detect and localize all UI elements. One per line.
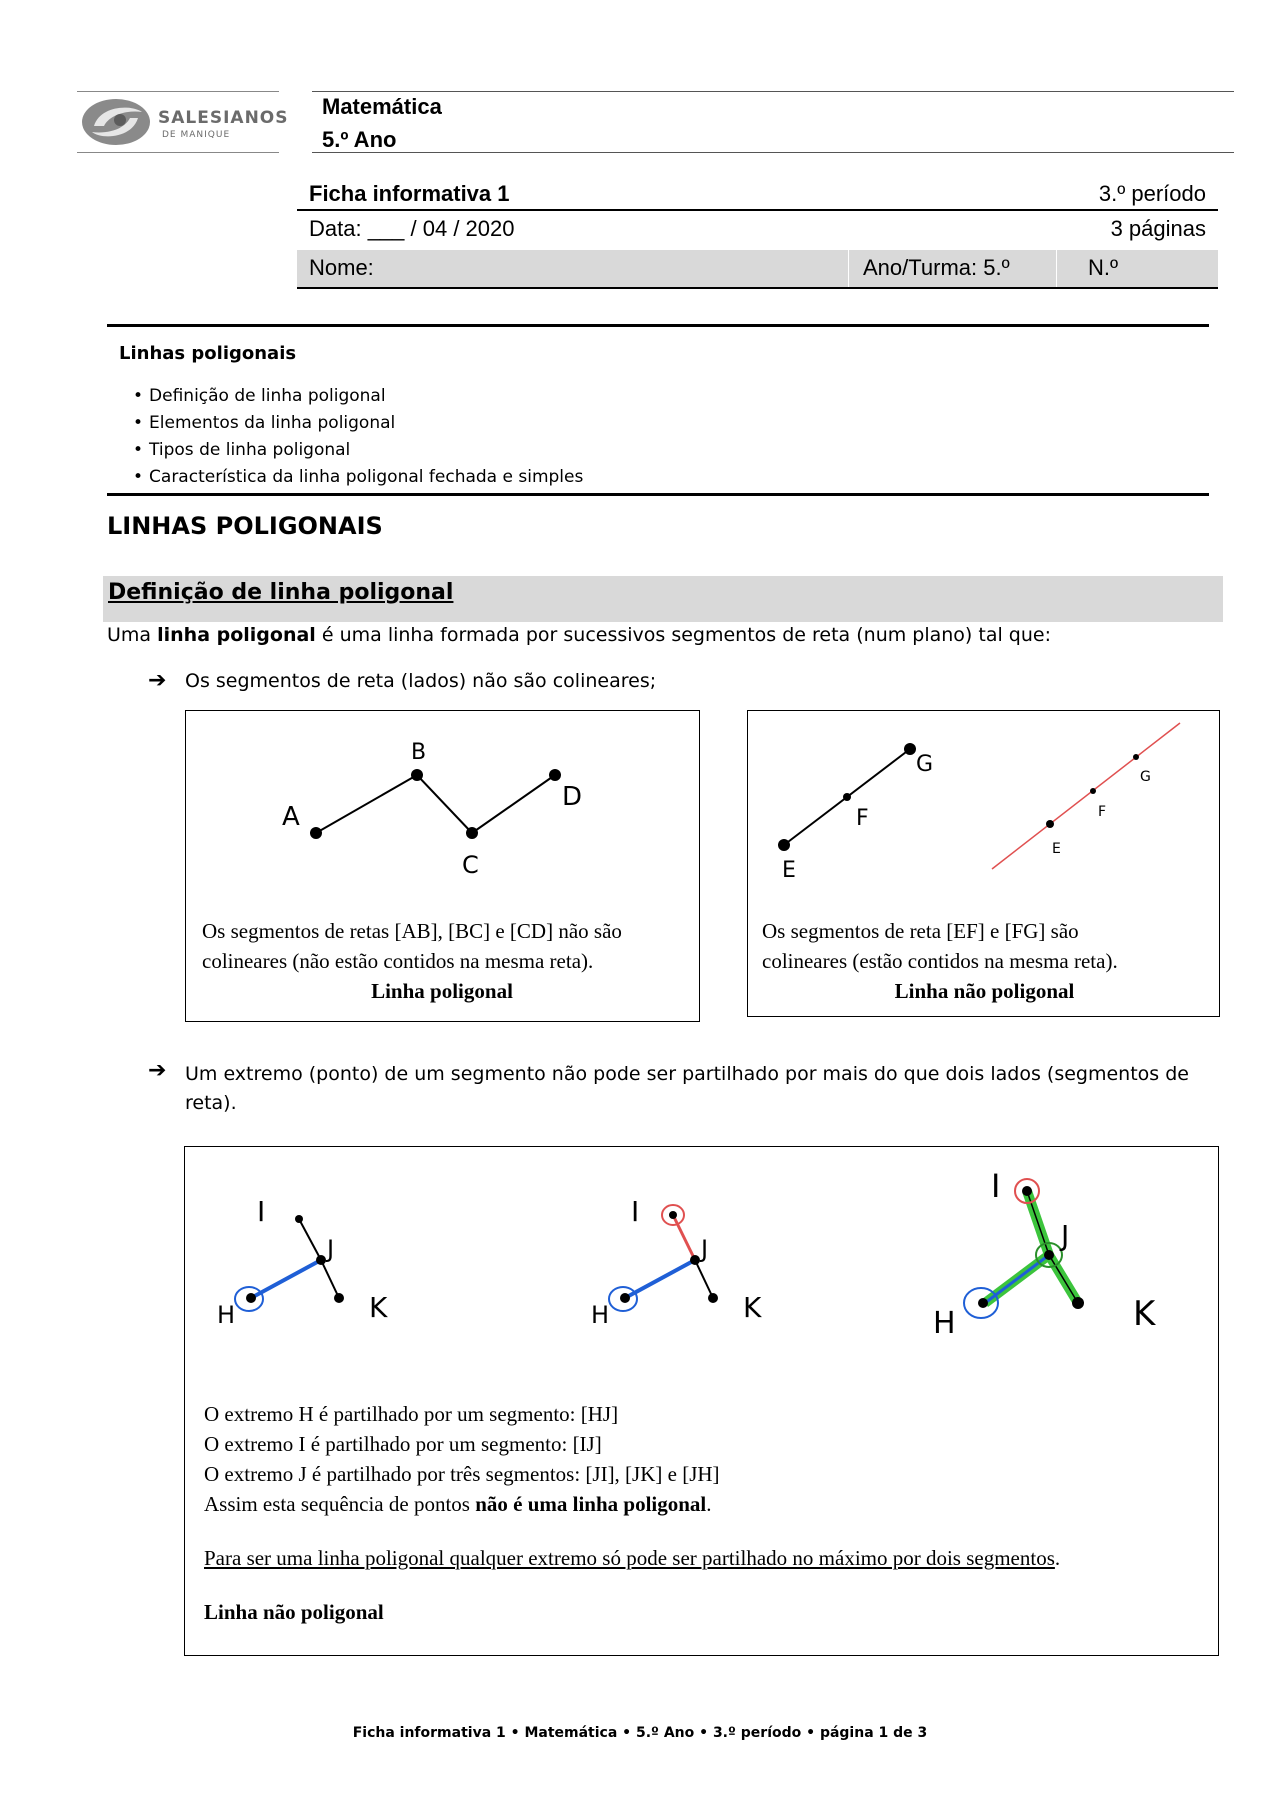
intro-paragraph — [107, 624, 1051, 646]
box2-caption-line1: Os segmentos de reta [EF] e [FG] são — [762, 919, 1079, 943]
logo-emblem-icon — [80, 96, 160, 148]
logo-main-text: SALESIANOS — [158, 108, 289, 128]
arrow-icon: ➔ — [148, 668, 167, 693]
box3-caption-line3: O extremo J é partilhado por três segmentos: [JI], [JK] e [JH] — [204, 1462, 720, 1486]
class-divider — [1056, 250, 1057, 287]
polygonal-line-figure — [266, 729, 606, 879]
intro-text-start: Uma — [107, 624, 158, 646]
toc-item: • Característica da linha poligonal fechada e simples — [133, 464, 583, 491]
point-label-e: E — [782, 858, 796, 881]
page-footer: Ficha informativa 1 • Matemática • 5.º Ano • 3.º período • página 1 de 3 — [352, 1725, 928, 1741]
period-label: 3.º período — [1098, 181, 1206, 206]
box3-verdict: Linha não poligonal — [204, 1600, 384, 1624]
logo-bottom-rule — [77, 152, 279, 153]
name-field-row — [297, 250, 1218, 289]
point-label-j: J — [1061, 1219, 1070, 1252]
collinear-figure — [760, 721, 1200, 881]
box1-caption-line1: Os segmentos de retas [AB], [BC] e [CD] não são — [202, 919, 622, 943]
logo-sub-text: DE MANIQUE — [162, 130, 231, 140]
rule-2 — [148, 1058, 1189, 1114]
name-divider — [848, 250, 849, 287]
rule-2-line2: reta). — [185, 1092, 237, 1114]
point-label-e-small: E — [1052, 841, 1061, 857]
toc-item: • Tipos de linha poligonal — [133, 437, 583, 464]
toc-bottom-rule — [107, 493, 1209, 496]
point-label-g-small: G — [1140, 769, 1151, 785]
subject-title: Matemática — [322, 94, 442, 119]
point-label-i: I — [991, 1167, 1001, 1205]
box3-caption — [204, 1399, 1194, 1627]
rule-statement-end: . — [1054, 1546, 1061, 1570]
logo-top-rule — [77, 91, 279, 92]
point-label-k: K — [743, 1291, 762, 1324]
subject-bottom-rule — [312, 152, 1234, 153]
class-label: Ano/Turma: 5.º — [863, 255, 1010, 280]
toc-title: Linhas poligonais — [119, 343, 297, 364]
section-title: Definição de linha poligonal — [108, 580, 454, 605]
shared-endpoint-figure-2 — [575, 1187, 775, 1327]
point-label-k: K — [1133, 1294, 1156, 1333]
point-label-g: G — [916, 752, 934, 777]
grade-title: 5.º Ano — [322, 127, 397, 152]
point-label-f: F — [856, 806, 869, 831]
rule-1 — [148, 668, 657, 693]
toc-list — [133, 383, 583, 491]
point-label-i: I — [631, 1195, 640, 1228]
box2-verdict: Linha não poligonal — [894, 979, 1075, 1003]
shared-endpoint-figure-1 — [201, 1187, 401, 1327]
shared-endpoint-figure-3 — [923, 1153, 1193, 1333]
box1-caption — [202, 916, 682, 1006]
point-label-b: B — [411, 740, 427, 765]
point-label-h: H — [591, 1301, 610, 1327]
rule-2-text — [185, 1060, 1245, 1118]
number-label: N.º — [1088, 255, 1119, 280]
name-label: Nome: — [309, 255, 374, 280]
line4-emphasis: não é uma linha poligonal — [475, 1492, 707, 1516]
point-label-f-small: F — [1098, 804, 1107, 820]
sheet-title-row — [297, 181, 1218, 211]
date-label: Data: ___ / 04 / 2020 — [309, 216, 515, 241]
salesianos-logo — [80, 96, 289, 148]
date-row — [297, 215, 1218, 245]
example-box-shared-endpoint — [184, 1146, 1219, 1656]
sheet-title: Ficha informativa 1 — [309, 181, 510, 206]
example-box-collinear — [747, 710, 1220, 1017]
point-label-h: H — [933, 1306, 956, 1333]
page-heading: LINHAS POLIGONAIS — [107, 512, 383, 540]
example-box-polygonal — [185, 710, 700, 1022]
rule-statement-underlined: Para ser uma linha poligonal qualquer extremo só pode ser partilhado no máximo por dois segmentos — [204, 1546, 1055, 1570]
point-label-i: I — [257, 1195, 266, 1228]
point-label-j: J — [327, 1235, 335, 1263]
point-label-k: K — [369, 1291, 388, 1324]
line4-end: . — [706, 1492, 712, 1516]
point-label-c: C — [462, 851, 479, 879]
toc-item: • Definição de linha poligonal — [133, 383, 583, 410]
box2-caption-line2: colineares (estão contidos na mesma reta). — [762, 949, 1118, 973]
box3-caption-line4 — [204, 1489, 1194, 1519]
box2-caption — [762, 916, 1207, 1006]
point-label-d: D — [562, 782, 583, 812]
arrow-icon: ➔ — [148, 1058, 167, 1083]
box3-caption-line2: O extremo I é partilhado por um segmento: [IJ] — [204, 1432, 602, 1456]
intro-term: linha poligonal — [157, 624, 316, 646]
box1-verdict: Linha poligonal — [371, 979, 513, 1003]
toc-top-rule — [107, 324, 1209, 327]
point-label-j: J — [701, 1235, 709, 1263]
pages-label: 3 páginas — [1110, 216, 1206, 241]
rule-1-text: Os segmentos de reta (lados) não são colineares; — [185, 670, 657, 692]
toc-item: • Elementos da linha poligonal — [133, 410, 583, 437]
box3-rule-statement — [204, 1543, 1194, 1573]
intro-text-end: é uma linha formada por sucessivos segmentos de reta (num plano) tal que: — [315, 624, 1051, 646]
line4-start: Assim esta sequência de pontos — [204, 1492, 476, 1516]
point-label-h: H — [217, 1301, 236, 1327]
point-label-a: A — [282, 802, 300, 832]
subject-top-rule — [312, 91, 1234, 92]
box3-caption-line1: O extremo H é partilhado por um segmento: [HJ] — [204, 1402, 619, 1426]
box1-caption-line2: colineares (não estão contidos na mesma reta). — [202, 949, 594, 973]
rule-2-line1: Um extremo (ponto) de um segmento não pode ser partilhado por mais do que dois lados (segmentos de — [185, 1063, 1189, 1085]
